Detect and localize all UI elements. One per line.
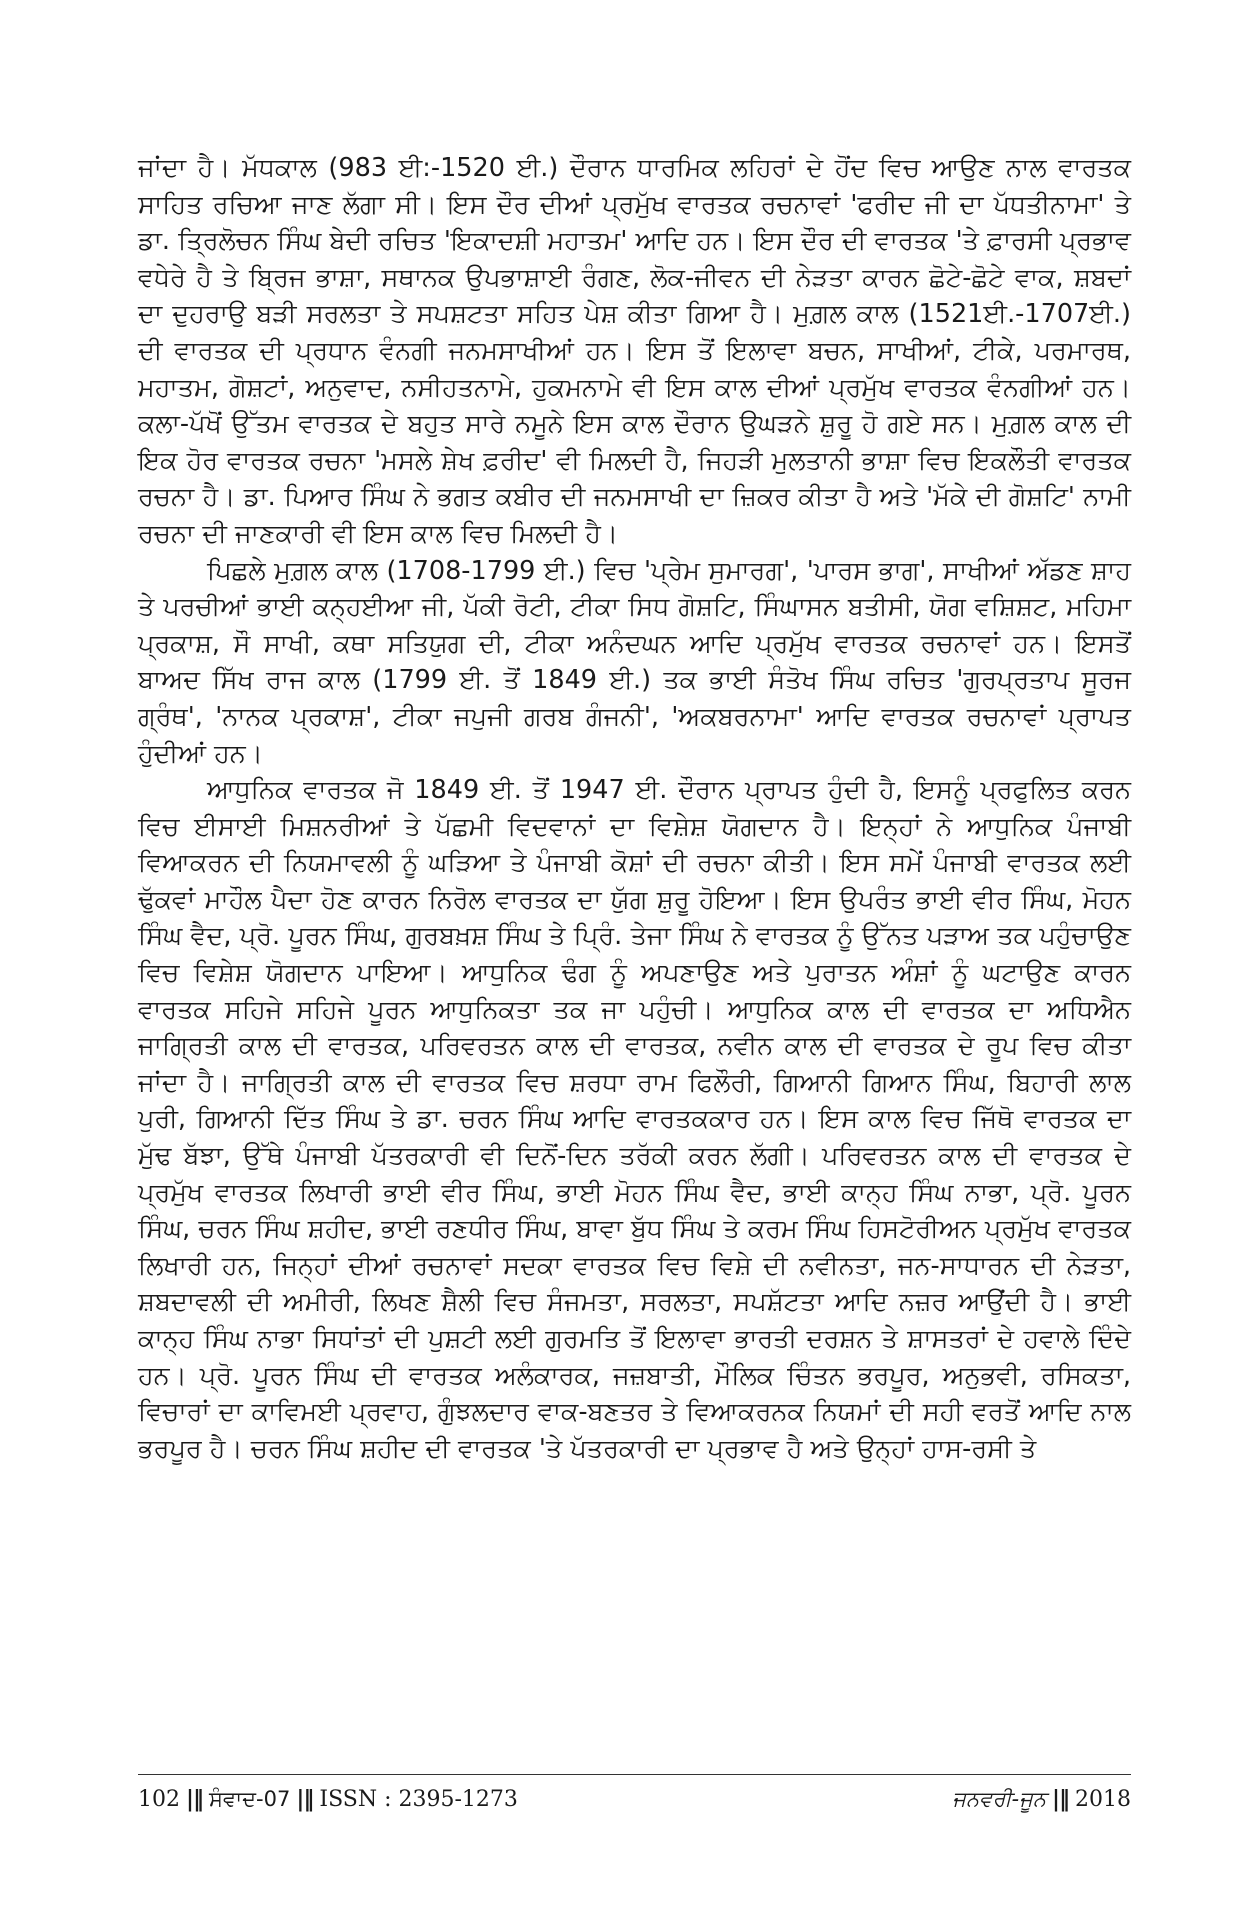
footer-separator: |‖ — [1051, 1786, 1069, 1812]
footer-separator: |‖ — [296, 1786, 314, 1812]
paragraph-modern-prose: ਆਧੁਨਿਕ ਵਾਰਤਕ ਜੋ 1849 ਈ. ਤੋਂ 1947 ਈ. ਦੌਰਾਨ ਪ੍ਰਾਪਤ ਹੁੰਦੀ ਹੈ, ਇਸਨੂੰ ਪ੍ਰਫੁਲਿਤ ਕਰਨ ਵਿਚ ਈਸਾਈ ਮਿਸ਼ਨਰੀਆਂ ਤੇ ਪੱਛਮੀ ਵਿਦਵਾਨਾਂ ਦਾ ਵਿਸ਼ੇਸ਼ ਯੋਗਦਾਨ ਹੈ। ਇਨ੍ਹਾਂ ਨੇ ਆਧੁਨਿਕ ਪੰਜਾਬੀ ਵਿਆਕਰਨ ਦੀ ਨਿਯਮਾਵਲੀ ਨੂੰ ਘੜਿਆ ਤੇ ਪੰਜਾਬੀ ਕੋਸ਼ਾਂ ਦੀ ਰਚਨਾ ਕੀਤੀ। ਇਸ ਸਮੇਂ ਪੰਜਾਬੀ ਵਾਰਤਕ ਲਈ ਢੁੱਕਵਾਂ ਮਾਹੌਲ ਪੈਦਾ ਹੋਣ ਕਾਰਨ ਨਿਰੋਲ ਵਾਰਤਕ ਦਾ ਯੁੱਗ ਸ਼ੁਰੂ ਹੋਇਆ। ਇਸ ਉਪਰੰਤ ਭਾਈ ਵੀਰ ਸਿੰਘ, ਮੋਹਨ ਸਿੰਘ ਵੈਦ, ਪ੍ਰੋ. ਪੂਰਨ ਸਿੰਘ, ਗੁਰਬਖ਼ਸ਼ ਸਿੰਘ ਤੇ ਪ੍ਰਿੰ. ਤੇਜਾ ਸਿੰਘ ਨੇ ਵਾਰਤਕ ਨੂੰ ਉੱਨਤ ਪੜਾਅ ਤਕ ਪਹੁੰਚਾਉਣ ਵਿਚ ਵਿਸ਼ੇਸ਼ ਯੋਗਦਾਨ ਪਾਇਆ। ਆਧੁਨਿਕ ਢੰਗ ਨੂੰ ਅਪਣਾਉਣ ਅਤੇ ਪੁਰਾਤਨ ਅੰਸ਼ਾਂ ਨੂੰ ਘਟਾਉਣ ਕਾਰਨ ਵਾਰਤਕ ਸਹਿਜੇ ਸਹਿਜੇ ਪੂਰਨ ਆਧੁਨਿਕਤਾ ਤਕ ਜਾ ਪਹੁੰਚੀ। ਆਧੁਨਿਕ ਕਾਲ ਦੀ ਵਾਰਤਕ ਦਾ ਅਧਿਐਨ ਜਾਗ੍ਰਿਤੀ ਕਾਲ ਦੀ ਵਾਰਤਕ, ਪਰਿਵਰਤਨ ਕਾਲ ਦੀ ਵਾਰਤਕ, ਨਵੀਨ ਕਾਲ ਦੀ ਵਾਰਤਕ ਦੇ ਰੂਪ ਵਿਚ ਕੀਤਾ ਜਾਂਦਾ ਹੈ। ਜਾਗ੍ਰਿਤੀ ਕਾਲ ਦੀ ਵਾਰਤਕ ਵਿਚ ਸ਼ਰਧਾ ਰਾਮ ਫਿਲੌਰੀ, ਗਿਆਨੀ ਗਿਆਨ ਸਿੰਘ, ਬਿਹਾਰੀ ਲਾਲ ਪੁਰੀ, ਗਿਆਨੀ ਦਿੱਤ ਸਿੰਘ ਤੇ ਡਾ. ਚਰਨ ਸਿੰਘ ਆਦਿ ਵਾਰਤਕਕਾਰ ਹਨ। ਇਸ ਕਾਲ ਵਿਚ ਜਿੱਥੋ ਵਾਰਤਕ ਦਾ ਮੁੱਢ ਬੱਝਾ, ਉੱਥੇ ਪੰਜਾਬੀ ਪੱਤਰਕਾਰੀ ਵੀ ਦਿਨੋਂ-ਦਿਨ ਤਰੱਕੀ ਕਰਨ ਲੱਗੀ। ਪਰਿਵਰਤਨ ਕਾਲ ਦੀ ਵਾਰਤਕ ਦੇ ਪ੍ਰਮੁੱਖ ਵਾਰਤਕ ਲਿਖਾਰੀ ਭਾਈ ਵੀਰ ਸਿੰਘ, ਭਾਈ ਮੋਹਨ ਸਿੰਘ ਵੈਦ, ਭਾਈ ਕਾਨ੍ਹ ਸਿੰਘ ਨਾਭਾ, ਪ੍ਰੋ. ਪੂਰਨ ਸਿੰਘ, ਚਰਨ ਸਿੰਘ ਸ਼ਹੀਦ, ਭਾਈ ਰਣਧੀਰ ਸਿੰਘ, ਬਾਵਾ ਬੁੱਧ ਸਿੰਘ ਤੇ ਕਰਮ ਸਿੰਘ ਹਿਸਟੋਰੀਅਨ ਪ੍ਰਮੁੱਖ ਵਾਰਤਕ ਲਿਖਾਰੀ ਹਨ, ਜਿਨ੍ਹਾਂ ਦੀਆਂ ਰਚਨਾਵਾਂ ਸਦਕਾ ਵਾਰਤਕ ਵਿਚ ਵਿਸ਼ੇ ਦੀ ਨਵੀਨਤਾ, ਜਨ-ਸਾਧਾਰਨ ਦੀ ਨੇੜਤਾ, ਸ਼ਬਦਾਵਲੀ ਦੀ ਅਮੀਰੀ, ਲਿਖਣ ਸ਼ੈਲੀ ਵਿਚ ਸੰਜਮਤਾ, ਸਰਲਤਾ, ਸਪਸ਼ੱਟਤਾ ਆਦਿ ਨਜ਼ਰ ਆਉਂਦੀ ਹੈ। ਭਾਈ ਕਾਨ੍ਹ ਸਿੰਘ ਨਾਭਾ ਸਿਧਾਂਤਾਂ ਦੀ ਪੁਸ਼ਟੀ ਲਈ ਗੁਰਮਤਿ ਤੋਂ ਇਲਾਵਾ ਭਾਰਤੀ ਦਰਸ਼ਨ ਤੇ ਸ਼ਾਸਤਰਾਂ ਦੇ ਹਵਾਲੇ ਦਿੰਦੇ ਹਨ। ਪ੍ਰੋ. ਪੂਰਨ ਸਿੰਘ ਦੀ ਵਾਰਤਕ ਅਲੰਕਾਰਕ, ਜਜ਼ਬਾਤੀ, ਮੌਲਿਕ ਚਿੰਤਨ ਭਰਪੂਰ, ਅਨੁਭਵੀ, ਰਸਿਕਤਾ, ਵਿਚਾਰਾਂ ਦਾ ਕਾਵਿਮਈ ਪ੍ਰਵਾਹ, ਗੁੰਝਲਦਾਰ ਵਾਕ-ਬਣਤਰ ਤੇ ਵਿਆਕਰਨਕ ਨਿਯਮਾਂ ਦੀ ਸਹੀ ਵਰਤੋਂ ਆਦਿ ਨਾਲ ਭਰਪੂਰ ਹੈ। ਚਰਨ ਸਿੰਘ ਸ਼ਹੀਦ ਦੀ ਵਾਰਤਕ 'ਤੇ ਪੱਤਰਕਾਰੀ ਦਾ ਪ੍ਰਭਾਵ ਹੈ ਅਤੇ ਉਨ੍ਹਾਂ ਹਾਸ-ਰਸੀ ਤੇ — [138, 775, 1131, 1464]
footer-right — [952, 1786, 1131, 1812]
paragraph-late-mughal-prose: ਪਿਛਲੇ ਮੁਗ਼ਲ ਕਾਲ (1708-1799 ਈ.) ਵਿਚ 'ਪ੍ਰੇਮ ਸੁਮਾਰਗ', 'ਪਾਰਸ ਭਾਗ', ਸਾਖੀਆਂ ਅੱਡਣ ਸ਼ਾਹ ਤੇ ਪਰਚੀਆਂ ਭਾਈ ਕਨ੍ਹਈਆ ਜੀ, ਪੱਕੀ ਰੋਟੀ, ਟੀਕਾ ਸਿਧ ਗੋਸ਼ਟਿ, ਸਿੰਘਾਸਨ ਬਤੀਸੀ, ਯੋਗ ਵਸ਼ਿਸ਼ਟ, ਮਹਿਮਾ ਪ੍ਰਕਾਸ਼, ਸੌ ਸਾਖੀ, ਕਥਾ ਸਤਿਯੁਗ ਦੀ, ਟੀਕਾ ਅਨੰਦਘਨ ਆਦਿ ਪ੍ਰਮੁੱਖ ਵਾਰਤਕ ਰਚਨਾਵਾਂ ਹਨ। ਇਸਤੋਂ ਬਾਅਦ ਸਿੱਖ ਰਾਜ ਕਾਲ (1799 ਈ. ਤੋਂ 1849 ਈ.) ਤਕ ਭਾਈ ਸੰਤੋਖ ਸਿੰਘ ਰਚਿਤ 'ਗੁਰਪ੍ਰਤਾਪ ਸੂਰਜ ਗ੍ਰੰਥ', 'ਨਾਨਕ ਪ੍ਰਕਾਸ਼', ਟੀਕਾ ਜਪੁਜੀ ਗਰਬ ਗੰਜਨੀ', 'ਅਕਬਰਨਾਮਾ' ਆਦਿ ਵਾਰਤਕ ਰਚਨਾਵਾਂ ਪ੍ਰਾਪਤ ਹੁੰਦੀਆਂ ਹਨ। — [138, 555, 1131, 769]
publication-period: ਜਨਵਰੀ-ਜੂਨ — [952, 1787, 1046, 1811]
page-number: 102 — [138, 1787, 180, 1812]
footer-rule — [138, 1774, 1131, 1775]
paragraph-medieval-prose: ਜਾਂਦਾ ਹੈ। ਮੱਧਕਾਲ (983 ਈ:-1520 ਈ.) ਦੌਰਾਨ ਧਾਰਮਿਕ ਲਹਿਰਾਂ ਦੇ ਹੋਂਦ ਵਿਚ ਆਉਣ ਨਾਲ ਵਾਰਤਕ ਸਾਹਿਤ ਰਚਿਆ ਜਾਣ ਲੱਗਾ ਸੀ। ਇਸ ਦੌਰ ਦੀਆਂ ਪ੍ਰਮੁੱਖ ਵਾਰਤਕ ਰਚਨਾਵਾਂ 'ਫਰੀਦ ਜੀ ਦਾ ਪੱਧਤੀਨਾਮਾ' ਤੇ ਡਾ. ਤ੍ਰਿਲੋਚਨ ਸਿੰਘ ਬੇਦੀ ਰਚਿਤ 'ਇਕਾਦਸ਼ੀ ਮਹਾਤਮ' ਆਦਿ ਹਨ। ਇਸ ਦੌਰ ਦੀ ਵਾਰਤਕ 'ਤੇ ਫ਼ਾਰਸੀ ਪ੍ਰਭਾਵ ਵਧੇਰੇ ਹੈ ਤੇ ਬ੍ਰਿਜ ਭਾਸ਼ਾ, ਸਥਾਨਕ ਉਪਭਾਸ਼ਾਈ ਰੰਗਣ, ਲੋਕ-ਜੀਵਨ ਦੀ ਨੇੜਤਾ ਕਾਰਨ ਛੋਟੇ-ਛੋਟੇ ਵਾਕ, ਸ਼ਬਦਾਂ ਦਾ ਦੁਹਰਾਉ ਬੜੀ ਸਰਲਤਾ ਤੇ ਸਪਸ਼ਟਤਾ ਸਹਿਤ ਪੇਸ਼ ਕੀਤਾ ਗਿਆ ਹੈ। ਮੁਗ਼ਲ ਕਾਲ (1521ਈ.-1707ਈ.) ਦੀ ਵਾਰਤਕ ਦੀ ਪ੍ਰਧਾਨ ਵੰਨਗੀ ਜਨਮਸਾਖੀਆਂ ਹਨ। ਇਸ ਤੋਂ ਇਲਾਵਾ ਬਚਨ, ਸਾਖੀਆਂ, ਟੀਕੇ, ਪਰਮਾਰਥ, ਮਹਾਤਮ, ਗੋਸ਼ਟਾਂ, ਅਨੁਵਾਦ, ਨਸੀਹਤਨਾਮੇ, ਹੁਕਮਨਾਮੇ ਵੀ ਇਸ ਕਾਲ ਦੀਆਂ ਪ੍ਰਮੁੱਖ ਵਾਰਤਕ ਵੰਨਗੀਆਂ ਹਨ। ਕਲਾ-ਪੱਖੋਂ ਉੱਤਮ ਵਾਰਤਕ ਦੇ ਬਹੁਤ ਸਾਰੇ ਨਮੂਨੇ ਇਸ ਕਾਲ ਦੌਰਾਨ ਉਘੜਨੇ ਸ਼ੁਰੂ ਹੋ ਗਏ ਸਨ। ਮੁਗ਼ਲ ਕਾਲ ਦੀ ਇਕ ਹੋਰ ਵਾਰਤਕ ਰਚਨਾ 'ਮਸਲੇ ਸ਼ੇਖ ਫ਼ਰੀਦ' ਵੀ ਮਿਲਦੀ ਹੈ, ਜਿਹੜੀ ਮੁਲਤਾਨੀ ਭਾਸ਼ਾ ਵਿਚ ਇਕਲੌਤੀ ਵਾਰਤਕ ਰਚਨਾ ਹੈ। ਡਾ. ਪਿਆਰ ਸਿੰਘ ਨੇ ਭਗਤ ਕਬੀਰ ਦੀ ਜਨਮਸਾਖੀ ਦਾ ਜ਼ਿਕਰ ਕੀਤਾ ਹੈ ਅਤੇ 'ਮੱਕੇ ਦੀ ਗੋਸ਼ਟਿ' ਨਾਮੀ ਰਚਨਾ ਦੀ ਜਾਣਕਾਰੀ ਵੀ ਇਸ ਕਾਲ ਵਿਚ ਮਿਲਦੀ ਹੈ। — [138, 153, 1131, 549]
article-body — [138, 150, 1131, 1467]
footer-left — [138, 1786, 518, 1812]
journal-issue: ਸੰਵਾਦ-07 — [209, 1787, 291, 1811]
publication-year: 2018 — [1075, 1787, 1131, 1812]
journal-issn: ISSN : 2395-1273 — [319, 1787, 518, 1812]
footer-separator: |‖ — [186, 1786, 204, 1812]
page-footer — [138, 1786, 1131, 1822]
